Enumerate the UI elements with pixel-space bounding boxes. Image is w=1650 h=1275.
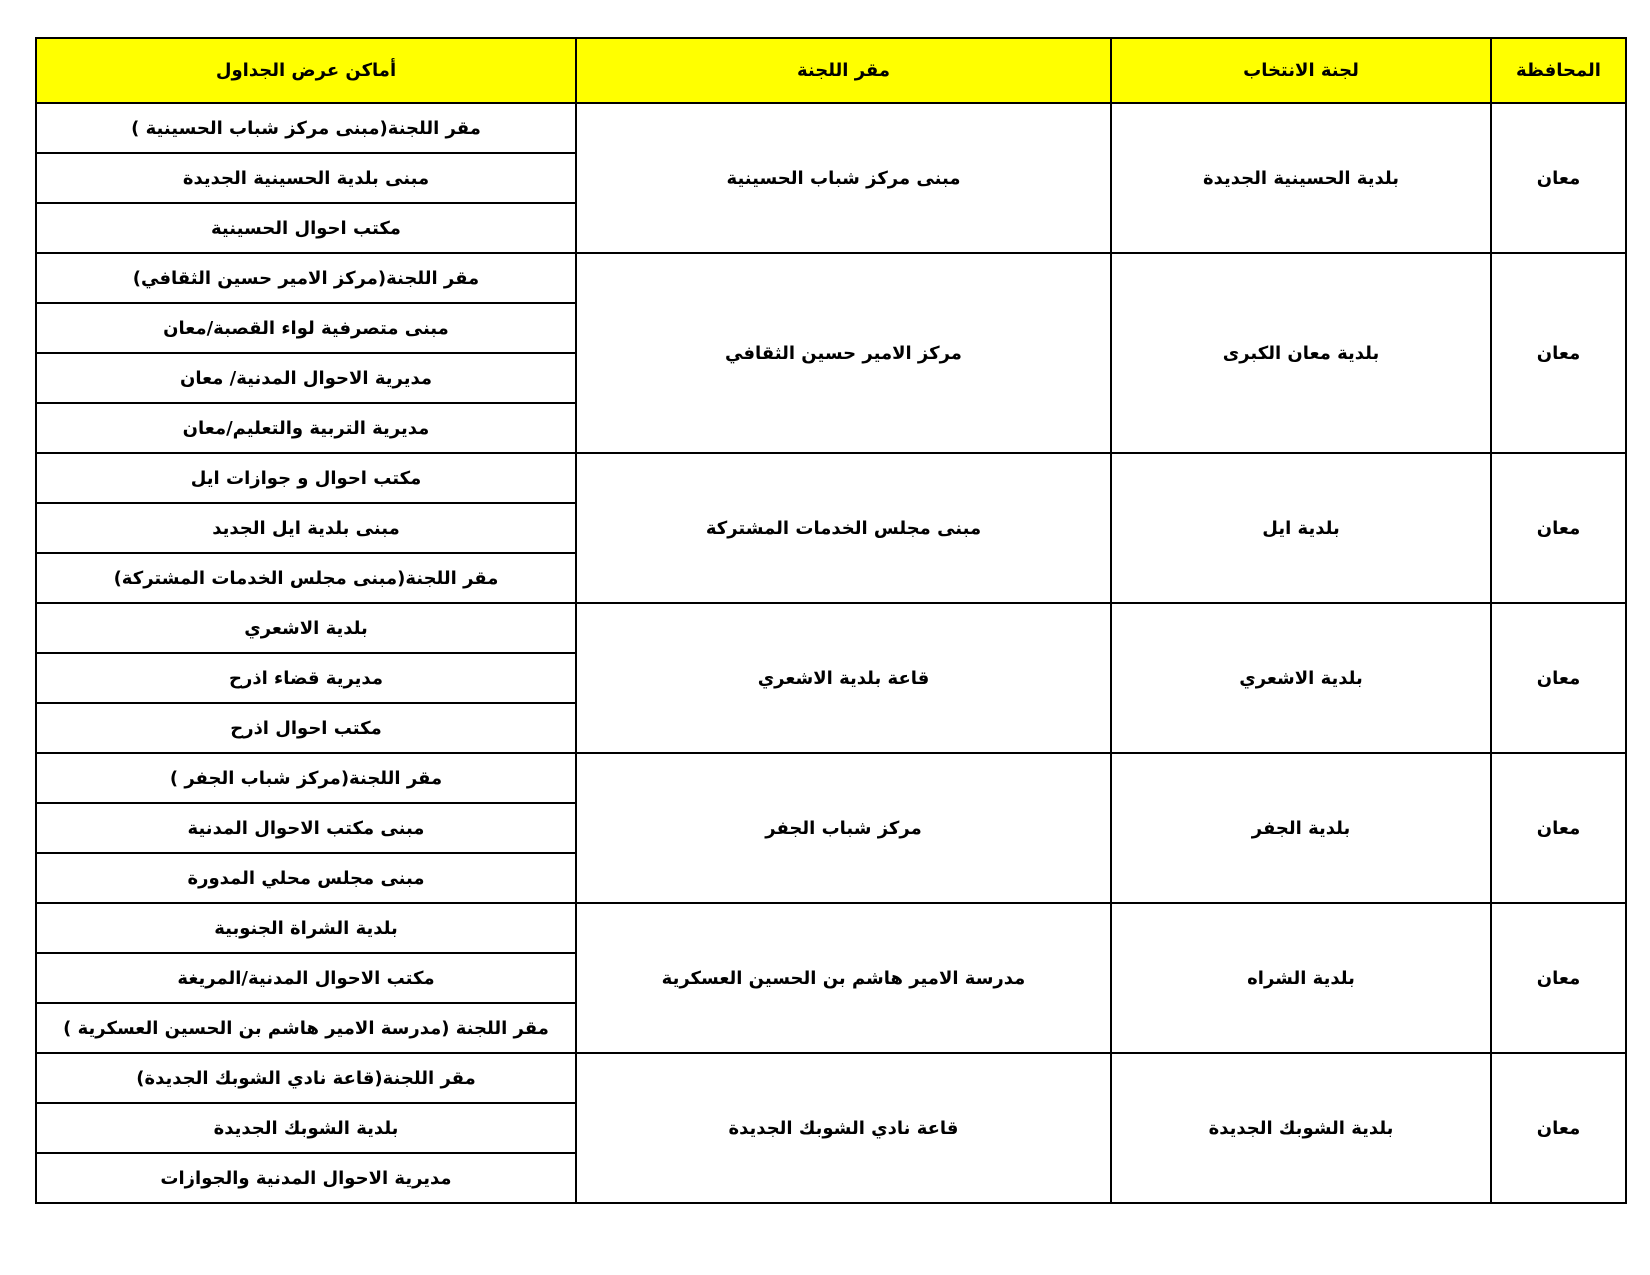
table-body xyxy=(36,103,1626,1203)
location-cell: بلدية الشوبك الجديدة xyxy=(36,1103,576,1153)
headquarters-cell: قاعة بلدية الاشعري xyxy=(576,603,1111,753)
location-cell: مقر اللجنة(مبنى مركز شباب الحسينية ) xyxy=(36,103,576,153)
table-row xyxy=(36,1053,1626,1103)
table-row xyxy=(36,103,1626,153)
governorate-cell: معان xyxy=(1491,1053,1626,1203)
headquarters-cell: مركز شباب الجفر xyxy=(576,753,1111,903)
committee-cell: بلدية الحسينية الجديدة xyxy=(1111,103,1491,253)
location-cell: مكتب الاحوال المدنية/المريغة xyxy=(36,953,576,1003)
location-cell: مبنى بلدية ايل الجديد xyxy=(36,503,576,553)
headquarters-cell: مبنى مركز شباب الحسينية xyxy=(576,103,1111,253)
governorate-cell: معان xyxy=(1491,903,1626,1053)
headquarters-cell: مدرسة الامير هاشم بن الحسين العسكرية xyxy=(576,903,1111,1053)
location-cell: مبنى بلدية الحسينية الجديدة xyxy=(36,153,576,203)
governorate-cell: معان xyxy=(1491,753,1626,903)
location-cell: مكتب احوال اذرح xyxy=(36,703,576,753)
table-row xyxy=(36,753,1626,803)
table-row xyxy=(36,903,1626,953)
governorate-cell: معان xyxy=(1491,453,1626,603)
governorate-cell: معان xyxy=(1491,603,1626,753)
table-row xyxy=(36,453,1626,503)
location-cell: مبنى متصرفية لواء القصبة/معان xyxy=(36,303,576,353)
location-cell: مديرية التربية والتعليم/معان xyxy=(36,403,576,453)
location-cell: مبنى مجلس محلي المدورة xyxy=(36,853,576,903)
location-cell: مكتب احوال الحسينية xyxy=(36,203,576,253)
location-cell: مقر اللجنة(مبنى مجلس الخدمات المشتركة) xyxy=(36,553,576,603)
table-row xyxy=(36,253,1626,303)
committee-cell: بلدية معان الكبرى xyxy=(1111,253,1491,453)
committee-cell: بلدية الجفر xyxy=(1111,753,1491,903)
committee-cell: بلدية الشراه xyxy=(1111,903,1491,1053)
table-row xyxy=(36,603,1626,653)
location-cell: بلدية الاشعري xyxy=(36,603,576,653)
committee-cell: بلدية ايل xyxy=(1111,453,1491,603)
header-row xyxy=(36,38,1626,103)
committee-cell: بلدية الشوبك الجديدة xyxy=(1111,1053,1491,1203)
location-cell: مقر اللجنة(مركز شباب الجفر ) xyxy=(36,753,576,803)
location-cell: مديرية قضاء اذرح xyxy=(36,653,576,703)
location-cell: بلدية الشراة الجنوبية xyxy=(36,903,576,953)
location-cell: مديرية الاحوال المدنية/ معان xyxy=(36,353,576,403)
location-cell: مبنى مكتب الاحوال المدنية xyxy=(36,803,576,853)
governorate-cell: معان xyxy=(1491,103,1626,253)
headquarters-cell: قاعة نادي الشوبك الجديدة xyxy=(576,1053,1111,1203)
committee-cell: بلدية الاشعري xyxy=(1111,603,1491,753)
location-cell: مقر اللجنة (مدرسة الامير هاشم بن الحسين العسكرية ) xyxy=(36,1003,576,1053)
headquarters-cell: مبنى مجلس الخدمات المشتركة xyxy=(576,453,1111,603)
location-cell: مقر اللجنة(قاعة نادي الشوبك الجديدة) xyxy=(36,1053,576,1103)
header-committee: لجنة الانتخاب xyxy=(1111,38,1491,103)
header-display-locations: أماكن عرض الجداول xyxy=(36,38,576,103)
governorate-cell: معان xyxy=(1491,253,1626,453)
headquarters-cell: مركز الامير حسين الثقافي xyxy=(576,253,1111,453)
location-cell: مقر اللجنة(مركز الامير حسين الثقافي) xyxy=(36,253,576,303)
location-cell: مديرية الاحوال المدنية والجوازات xyxy=(36,1153,576,1203)
election-committees-table xyxy=(35,37,1627,1204)
header-governorate: المحافظة xyxy=(1491,38,1626,103)
header-headquarters: مقر اللجنة xyxy=(576,38,1111,103)
location-cell: مكتب احوال و جوازات ايل xyxy=(36,453,576,503)
